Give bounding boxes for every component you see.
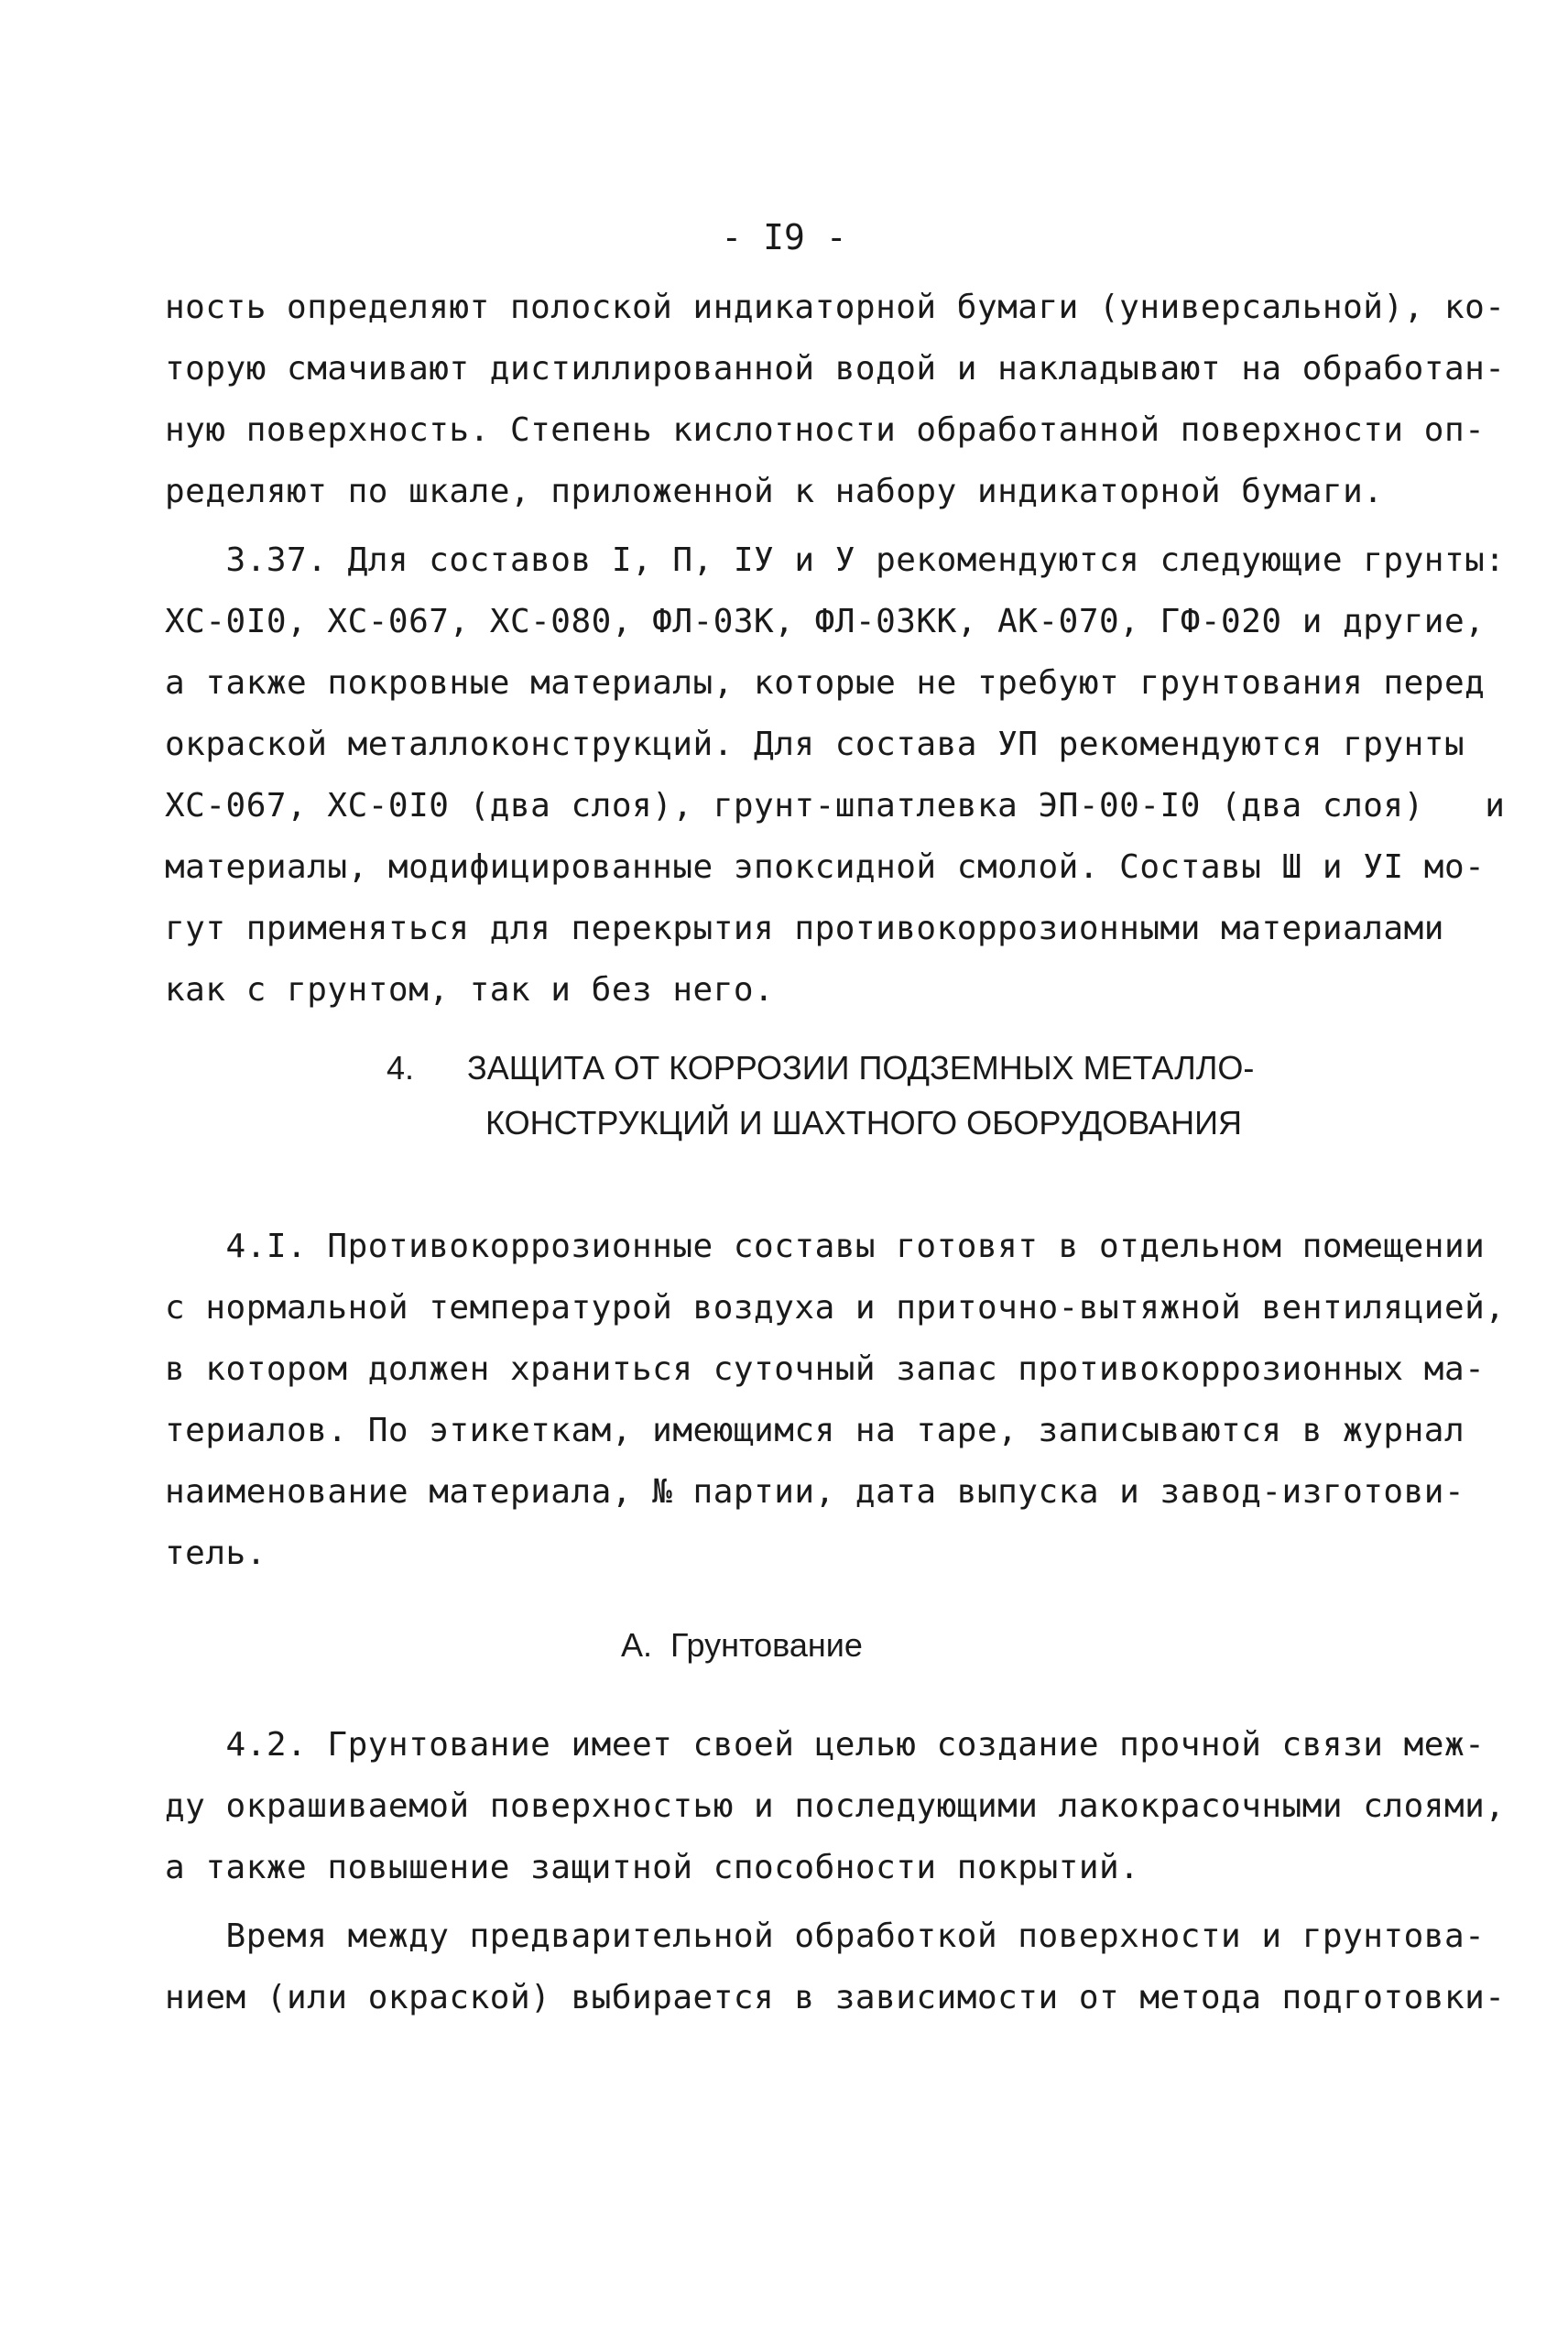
text-line: гут применяться для перекрытия противокоррозионными материалами: [165, 910, 1444, 947]
section-heading-line2: КОНСТРУКЦИЙ И ШАХТНОГО ОБОРУДОВАНИЯ: [485, 1104, 1242, 1142]
text-line: с нормальной температурой воздуха и приточно-вытяжной вентиляцией,: [165, 1289, 1506, 1327]
text-line: торую смачивают дистиллированной водой и накладывают на обработан-: [165, 350, 1506, 388]
text-line: тель.: [165, 1535, 267, 1572]
text-line: ХС-0I0, ХС-067, ХС-080, ФЛ-03К, ФЛ-03КК, АК-070, ГФ-020 и другие,: [165, 603, 1486, 640]
section-number: 4.: [387, 1049, 415, 1087]
text-line: Время между предварительной обработкой поверхности и грунтова-: [165, 1917, 1486, 1955]
page-number: - I9 -: [721, 217, 847, 257]
text-line: а также покровные материалы, которые не требуют грунтования перед: [165, 664, 1486, 702]
text-line: ределяют по шкале, приложенной к набору индикаторной бумаги.: [165, 473, 1384, 510]
text-line: как с грунтом, так и без него.: [165, 971, 775, 1009]
text-line: ную поверхность. Степень кислотности обработанной поверхности оп-: [165, 411, 1486, 449]
text-line: териалов. По этикеткам, имеющимся на таре, записываются в журнал: [165, 1412, 1465, 1449]
text-line: в котором должен храниться суточный запас противокоррозионных ма-: [165, 1350, 1486, 1388]
text-line: 4.2. Грунтование имеет своей целью создание прочной связи меж-: [165, 1726, 1486, 1764]
text-line: материалы, модифицированные эпоксидной смолой. Составы Ш и УI мо-: [165, 848, 1486, 886]
text-line: окраской металлоконструкций. Для состава УП рекомендуются грунты: [165, 726, 1465, 763]
text-line: нием (или окраской) выбирается в зависимости от метода подготовки-: [165, 1979, 1506, 2016]
subheading: А. Грунтование: [621, 1626, 863, 1664]
text-line: ХС-067, ХС-0I0 (два слоя), грунт-шпатлевка ЭП-00-I0 (два слоя) и: [165, 787, 1506, 825]
section-heading-line1: ЗАЩИТА ОТ КОРРОЗИИ ПОДЗЕМНЫХ МЕТАЛЛО-: [467, 1049, 1255, 1087]
text-line: ду окрашиваемой поверхностью и последующими лакокрасочными слоями,: [165, 1787, 1506, 1825]
text-line: а также повышение защитной способности покрытий.: [165, 1849, 1140, 1886]
text-line: 4.I. Противокоррозионные составы готовят в отдельном помещении: [165, 1228, 1486, 1265]
text-line: ность определяют полоской индикаторной бумаги (универсальной), ко-: [165, 289, 1506, 326]
text-line: наименование материала, № партии, дата выпуска и завод-изготови-: [165, 1473, 1465, 1511]
text-line: 3.37. Для составов I, П, IУ и У рекомендуются следующие грунты:: [165, 541, 1506, 579]
